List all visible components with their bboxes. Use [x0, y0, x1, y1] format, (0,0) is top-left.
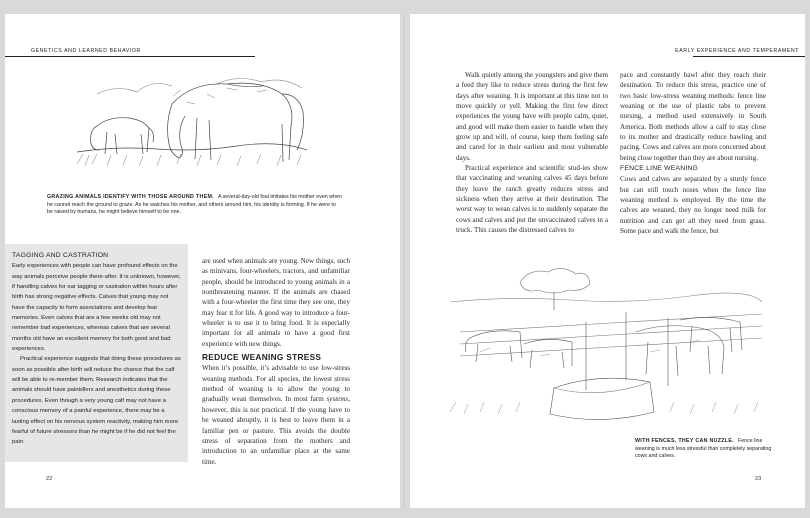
left-page	[5, 14, 400, 508]
horse-caption-text: A several-day-old foal imitates his mother even when he cannot reach the ground to graze. As he watches his mother, and others around him, his identity is forming. If he were to be raised by humans, he might believe himself to be one.	[47, 194, 342, 216]
right-col1-paragraph-2: Practical experience and scientific stud-ies show that vaccinating and weaning calves 45 days before they leave the ranch greatly reduces stress and sickness when they arrive at their destination. The worst way to wean calves is to suddenly separate the cows and calves and put the unvaccinated calves in a truck. This causes the distressed calves to	[456, 164, 608, 235]
right-col2-paragraph-1: pace and constantly bawl after they reach their destination. To reduce this stress, practice one of two basic low-stress weaning methods: fence line weaning or the use of plastic tabs to prevent nursing, a method used extensively in South America. Both methods allow a calf to stay close to its mother and drastically reduce bawling and pacing. Cows and calves are more concerned about being close together than they are about nursing.	[620, 71, 766, 162]
right-col1-paragraph-1: Walk quietly among the youngsters and give them a feed they like to reduce stress during the first few days after weaning. It is important at this time not to move quickly or yell. Making the first few direct experiences the young have with people calm, quiet, and good will make them easier to handle when they grow up and will, of course, keep them feeling safe and cared for in their earliest and most vulnerable days.	[456, 71, 608, 162]
fence-line-weaning-heading: FENCE LINE WEANING	[620, 165, 698, 173]
horse-figure-caption	[47, 194, 343, 217]
left-paragraph-1: are used when animals are young. New things, such as minivans, four-wheelers, tractors, and unfamiliar people, should be introduced to young animals in a nonthreatening manner. If the animals are chased with a four-wheeler the first time they see one, they may fear it for life. A good way to introduce a four-wheeler is to use it to bring food. It is especially important for all animals to have a good first experience with new things.	[202, 257, 350, 348]
horse-caption-title: GRAZING ANIMALS IDENTIFY WITH THOSE AROUND THEM.	[47, 194, 214, 200]
right-col2-paragraph-2: Cows and calves are separated by a sturdy fence but can still touch noses when the fence line weaning method is employed. By the time the calves are weaned, they no longer need milk for nutrition and can get all they need from grass. Some pace and walk the fence, but	[620, 175, 766, 236]
right-page	[410, 14, 805, 508]
sidebar-paragraph-2: Practical experience suggests that doing these procedures as soon as possible after birth will reduce the chance that the calf will be able to re-member them. Research indicates that the animals should have painkillers and anesthetics during these procedures. Even though a very young calf may not have a conscious memory of a painful experience, there may be a lasting effect on his nervous system reactivity, making him more fearful of future stressors than he might be if he did not feel the pain.	[12, 356, 181, 446]
running-head-left-text: GENETICS AND LEARNED BEHAVIOR	[31, 48, 141, 54]
left-paragraph-2: When it’s possible, it’s advisable to use low-stress weaning methods. For all species, the lowest stress method of weaning is to allow the young to gradually wean themselves. In most farm systems, however, this is not practical. If the young have to be weaned abruptly, it is best to leave them in a familiar pen or pasture. This avoids the double stress of separation from the mothers and introduction to an unfamiliar place at the same time.	[202, 364, 350, 466]
fence-caption-title: WITH FENCES, THEY CAN NUZZLE.	[635, 438, 734, 444]
right-column-2	[620, 70, 766, 237]
book-gutter	[404, 14, 406, 508]
running-head-right	[675, 34, 805, 57]
sidebar-heading: TAGGING AND CASTRATION	[12, 252, 109, 259]
running-head-right-text: EARLY EXPERIENCE AND TEMPERAMENT	[675, 48, 799, 54]
left-main-column	[202, 256, 350, 467]
tagging-castration-sidebar	[5, 244, 188, 462]
cattle-fence-illustration	[450, 262, 762, 432]
page-number-right: 23	[755, 476, 762, 482]
fence-figure-caption	[635, 438, 775, 461]
sidebar-paragraph-1: Early experiences with people can have profound effects on the way animals perceive people there-after. It is unknown, however, if handling calves for ear tagging or castration within hours after birth has strong negative effects. Calves that young may not have the capacity to form associations and develop fear memories. Even calves that are a few weeks old may not remember bad experiences, whereas calves that are several months old have an excellent memory for both good and bad experiences.	[12, 263, 181, 353]
right-column-1	[456, 70, 608, 236]
page-number-left: 22	[46, 476, 53, 482]
reduce-weaning-stress-heading: REDUCE WEANING STRESS	[202, 352, 322, 363]
horse-and-foal-illustration	[77, 54, 307, 182]
fence-caption-text: Fence line weaning is much less stressful than completely separating cows and calves.	[635, 438, 772, 460]
